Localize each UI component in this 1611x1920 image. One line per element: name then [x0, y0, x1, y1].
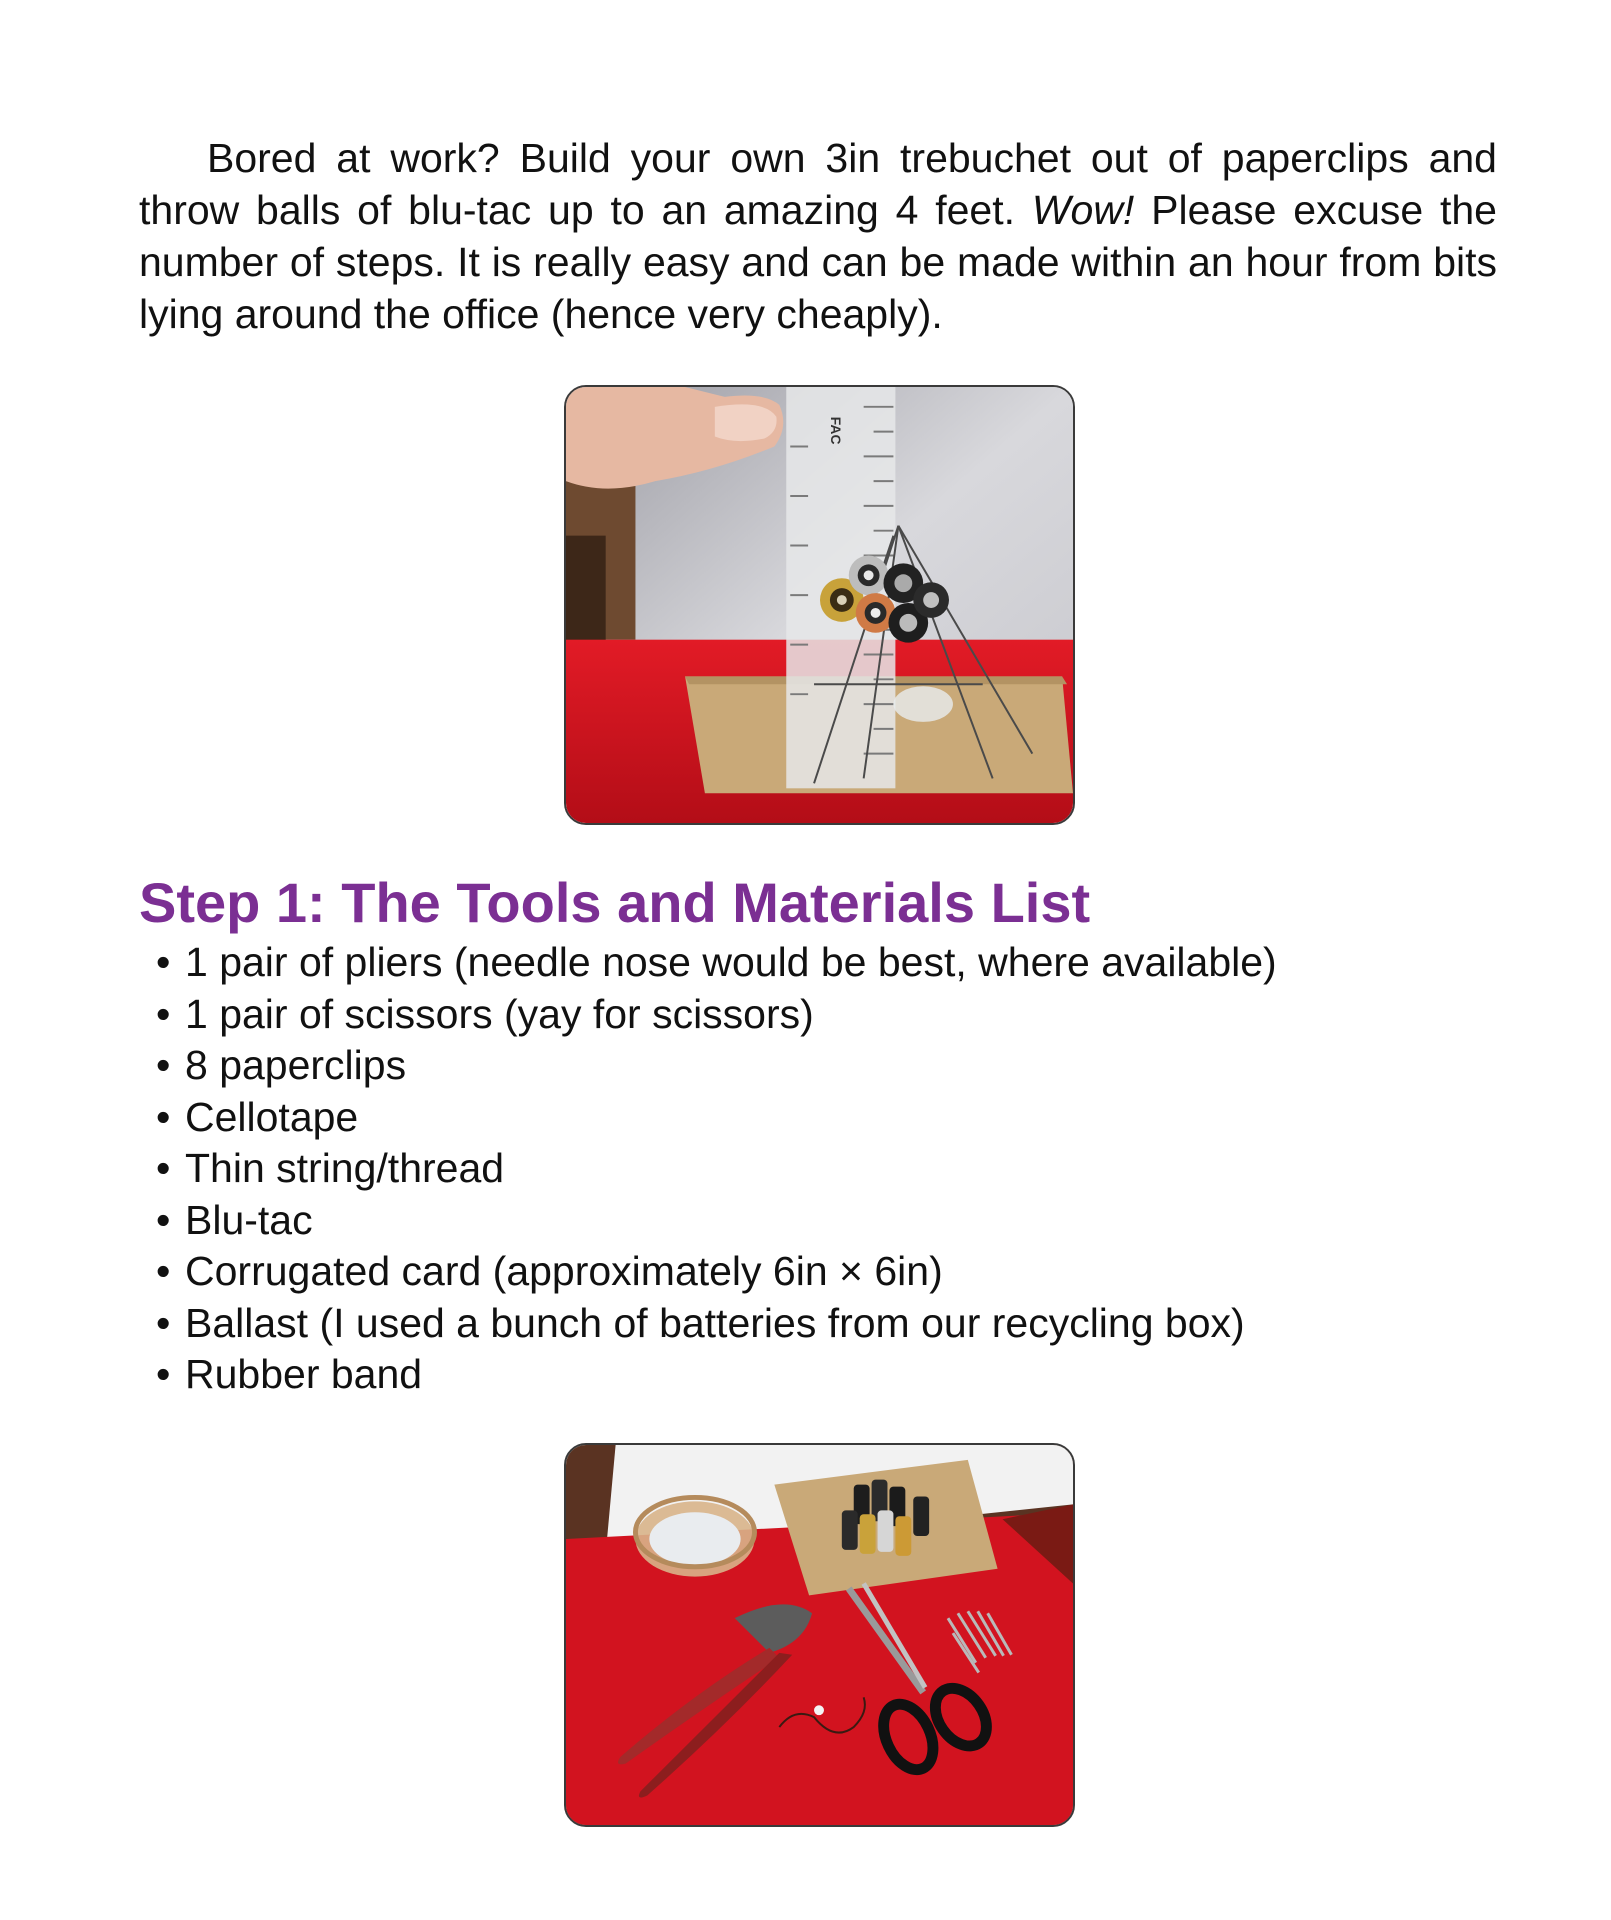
intro-text-end: Please excuse the number of steps. It is really easy and can be made within an hour from bits lying around the office (hence very cheaply).: [139, 187, 1497, 337]
bullet: •: [156, 1093, 171, 1140]
intro-emphasis: Wow!: [1031, 187, 1135, 233]
list-item: [150, 1040, 1277, 1092]
list-item-text: Thin string/thread: [185, 1145, 505, 1191]
intro-paragraph: [139, 132, 1497, 340]
list-item-text: Cellotape: [185, 1093, 359, 1140]
list-item: [150, 1195, 1277, 1247]
bullet: •: [156, 1042, 171, 1088]
list-item-text: 8 paperclips: [185, 1042, 407, 1088]
bullet: •: [156, 990, 171, 1037]
list-item: [150, 1092, 1277, 1144]
list-item-text: Corrugated card (approximately 6in × 6in): [185, 1248, 943, 1294]
materials-photo-drawing: [566, 1445, 1073, 1825]
list-item: [150, 937, 1277, 989]
list-item: [150, 989, 1277, 1041]
bullet: •: [156, 1299, 171, 1346]
list-item-text: 1 pair of pliers (needle nose would be best, where available): [185, 939, 1277, 985]
list-item-text: Ballast (I used a bunch of batteries from our recycling box): [185, 1299, 1245, 1346]
list-item: [150, 1246, 1277, 1298]
trebuchet-photo: [564, 385, 1075, 825]
trebuchet-photo-drawing: [566, 387, 1073, 823]
bullet: •: [156, 1196, 171, 1243]
bullet: •: [156, 1248, 171, 1294]
list-item-text: Rubber band: [185, 1351, 423, 1397]
materials-photo: [564, 1443, 1075, 1827]
list-item-text: Blu-tac: [185, 1196, 313, 1243]
cellotape-roll: [635, 1497, 754, 1576]
list-item: [150, 1143, 1277, 1195]
list-item-text: 1 pair of scissors (yay for scissors): [185, 990, 814, 1037]
bullet: •: [156, 1145, 171, 1191]
step-1-heading: Step 1: The Tools and Materials List: [139, 871, 1091, 934]
bullet: •: [156, 939, 171, 985]
list-item: [150, 1349, 1277, 1401]
intro-text-start: Bored at work? Build your own 3in trebuchet out of paperclips and throw balls of blu-tac up to an amazing 4 feet.: [139, 135, 1497, 233]
materials-list: [150, 937, 1277, 1401]
ruler-label: FAC: [827, 416, 844, 445]
bullet: •: [156, 1351, 171, 1397]
list-item: [150, 1298, 1277, 1350]
